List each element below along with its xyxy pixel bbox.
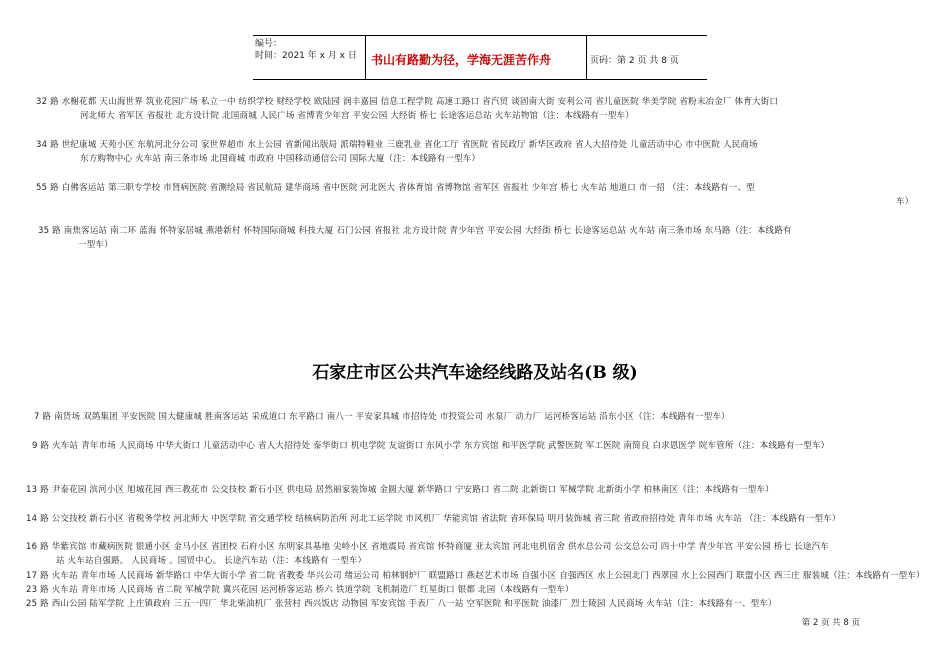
route-line: 34 路 世纪康城 天苑小区 东航河北分公司 家世界超市 水上公园 省新闻出版局 派瑞特鞋业 三鹿乳业 省化工厅 省医院 省民政厅 新华区政府 省人大招待处 儿童活动中心 市中医院 人民商场 (36, 140, 758, 150)
route-line: 站 火车站自强路。 人民商场 。国贸中心。 长途汽车站（注：本线路有 一型车） (56, 556, 367, 566)
header-page-info: 页码：第 2 页 共 8 页 (590, 56, 679, 66)
route-line: 东方购物中心 火车站 南三条市场 北国商城 市政府 中国移动通信公司 国际大厦（注：本线路有一型车） (80, 154, 481, 164)
route-line: 35 路 南焦客运站 南二环 蓝海 怀特家居城 燕港新村 怀特国际商城 科技大厦 石门公园 省报社 北方设计院 青少年宫 平安公园 大经街 桥七 长途客运总站 火车站 南三条市场 东马路（注：本线路有 (38, 226, 792, 236)
route-line: 14 路 公交技校 新石小区 省税务学校 河北师大 中医学院 省交通学校 结核病防治所 河北工运学院 市风机厂 华能宾馆 省法院 省环保局 明月装饰城 省三院 省政府招待处 青年市场 火车站 （注：本线路有一型车） (26, 514, 841, 524)
route-entry (36, 138, 758, 166)
route-entry (38, 224, 792, 252)
route-entry (26, 540, 829, 568)
route-entry (26, 583, 574, 597)
document-header (253, 35, 707, 80)
route-entry (26, 597, 777, 611)
route-line: 23 路 火车站 青年市场 人民商场 省二院 军械学院 冀兴花园 运河桥客运站 桥六 铁道学院 飞机制造厂 红星街口 银都 北园（本线路有一型车） (26, 585, 574, 595)
route-entry (36, 95, 778, 123)
route-line: 25 路 西山公园 陆军学院 上庄镇政府 三五一四厂 华北柴油机厂 张营村 西兴饭店 动物园 军安宾馆 手表厂 八一站 空军医院 和平医院 油漆厂 烈士陵园 人民商场 火车站（注：本线路有一、型车） (26, 599, 777, 609)
header-divider (586, 36, 587, 79)
route-entry (26, 512, 841, 526)
route-line: 9 路 火车站 青年市场 人民商场 中华大街口 儿童活动中心 省人大招待处 泰华街口 机电学院 友谊街口 东风小学 东方宾馆 和平医学院 武警医院 军工医院 南简良 白求恩医学 院车管所（注：本线路有一型车） (32, 441, 830, 451)
number-label: 编号： (255, 39, 283, 49)
header-meta (255, 38, 363, 62)
route-line: 16 路 华紫宾馆 市藏病医院 银通小区 金马小区 省团校 石府小区 东明家具基地 尖岭小区 省地震局 省宾馆 怀特商厦 亚太宾馆 河北电机宿舍 供水总公司 公交总公司 四十中学 青少年宫 平安公园 桥七 长途汽车 (26, 542, 829, 552)
route-entry (32, 439, 829, 453)
route-line: 55 路 白佛客运站 第三职专学校 市肾病医院 省测绘局 省民航局 建华商场 省中医院 河北医大 省体育馆 省博物馆 省军区 省报社 少年宫 桥七 火车站 地道口 市一招 （注：本线路有一、型 (36, 183, 755, 193)
page-footer: 第 2 页 共 8 页 (801, 618, 860, 628)
route-line: 车） (896, 197, 914, 207)
route-line: 河北师大 省军区 省报社 北方设计院 北国商城 人民广场 省博青少年宫 平安公园 大经街 桥七 长途客运总站 火车站物馆（注：本线路有一型车） (80, 111, 634, 121)
time-label: 时间：2021 年 x 月 x 日 (255, 51, 357, 61)
route-entry (26, 483, 774, 497)
header-divider (365, 36, 366, 79)
route-line: 17 路 火车站 青年市场 人民商场 新华路口 中华大街小学 省二院 省教委 华兴公司 绪运公司 柏林钢炉厂 联盟路口 燕赵艺术市场 自强小区 自强西区 水上公园北门 西翠园 水上公园西门 联盟小区 西三庄 服装城（注：本线路有一型车） (26, 571, 925, 581)
route-entry (36, 181, 913, 209)
route-line: 32 路 水榭花都 天山海世界 筑业花园广场 私立一中 纺织学校 财经学校 欧陆园 润丰嘉园 信息工程学院 高速工路口 省汽贸 谈固南大街 安利公司 省儿童医院 华美学院 省粉末冶金厂 体育大街口 (36, 97, 779, 107)
route-entry (26, 569, 925, 583)
header-motto: 书山有路勤为径，学海无涯苦作舟 (371, 53, 552, 67)
route-line: 13 路 尹泰花园 滨河小区 旭城花园 西三教花市 公交技校 新石小区 供电局 居然丽家装饰城 金圆大厦 新华路口 宁安路口 省二院 北新街口 军械学院 北新街小学 柏林南区（注：本线路有一型车） (26, 485, 774, 495)
route-line: 7 路 南货场 双鸽集团 平安医院 国大健康城 胜南客运站 采成道口 东平路口 南八一 平安家具城 市招待处 市投资公司 水泵厂 动力厂 运河桥客运站 沿东小区（注：本线路有一型车） (34, 412, 730, 422)
section-title: 石家庄市区公共汽车途经线路及站名(B 级) (312, 363, 638, 383)
route-line: 一型车） (78, 240, 113, 250)
route-entry (34, 410, 730, 424)
